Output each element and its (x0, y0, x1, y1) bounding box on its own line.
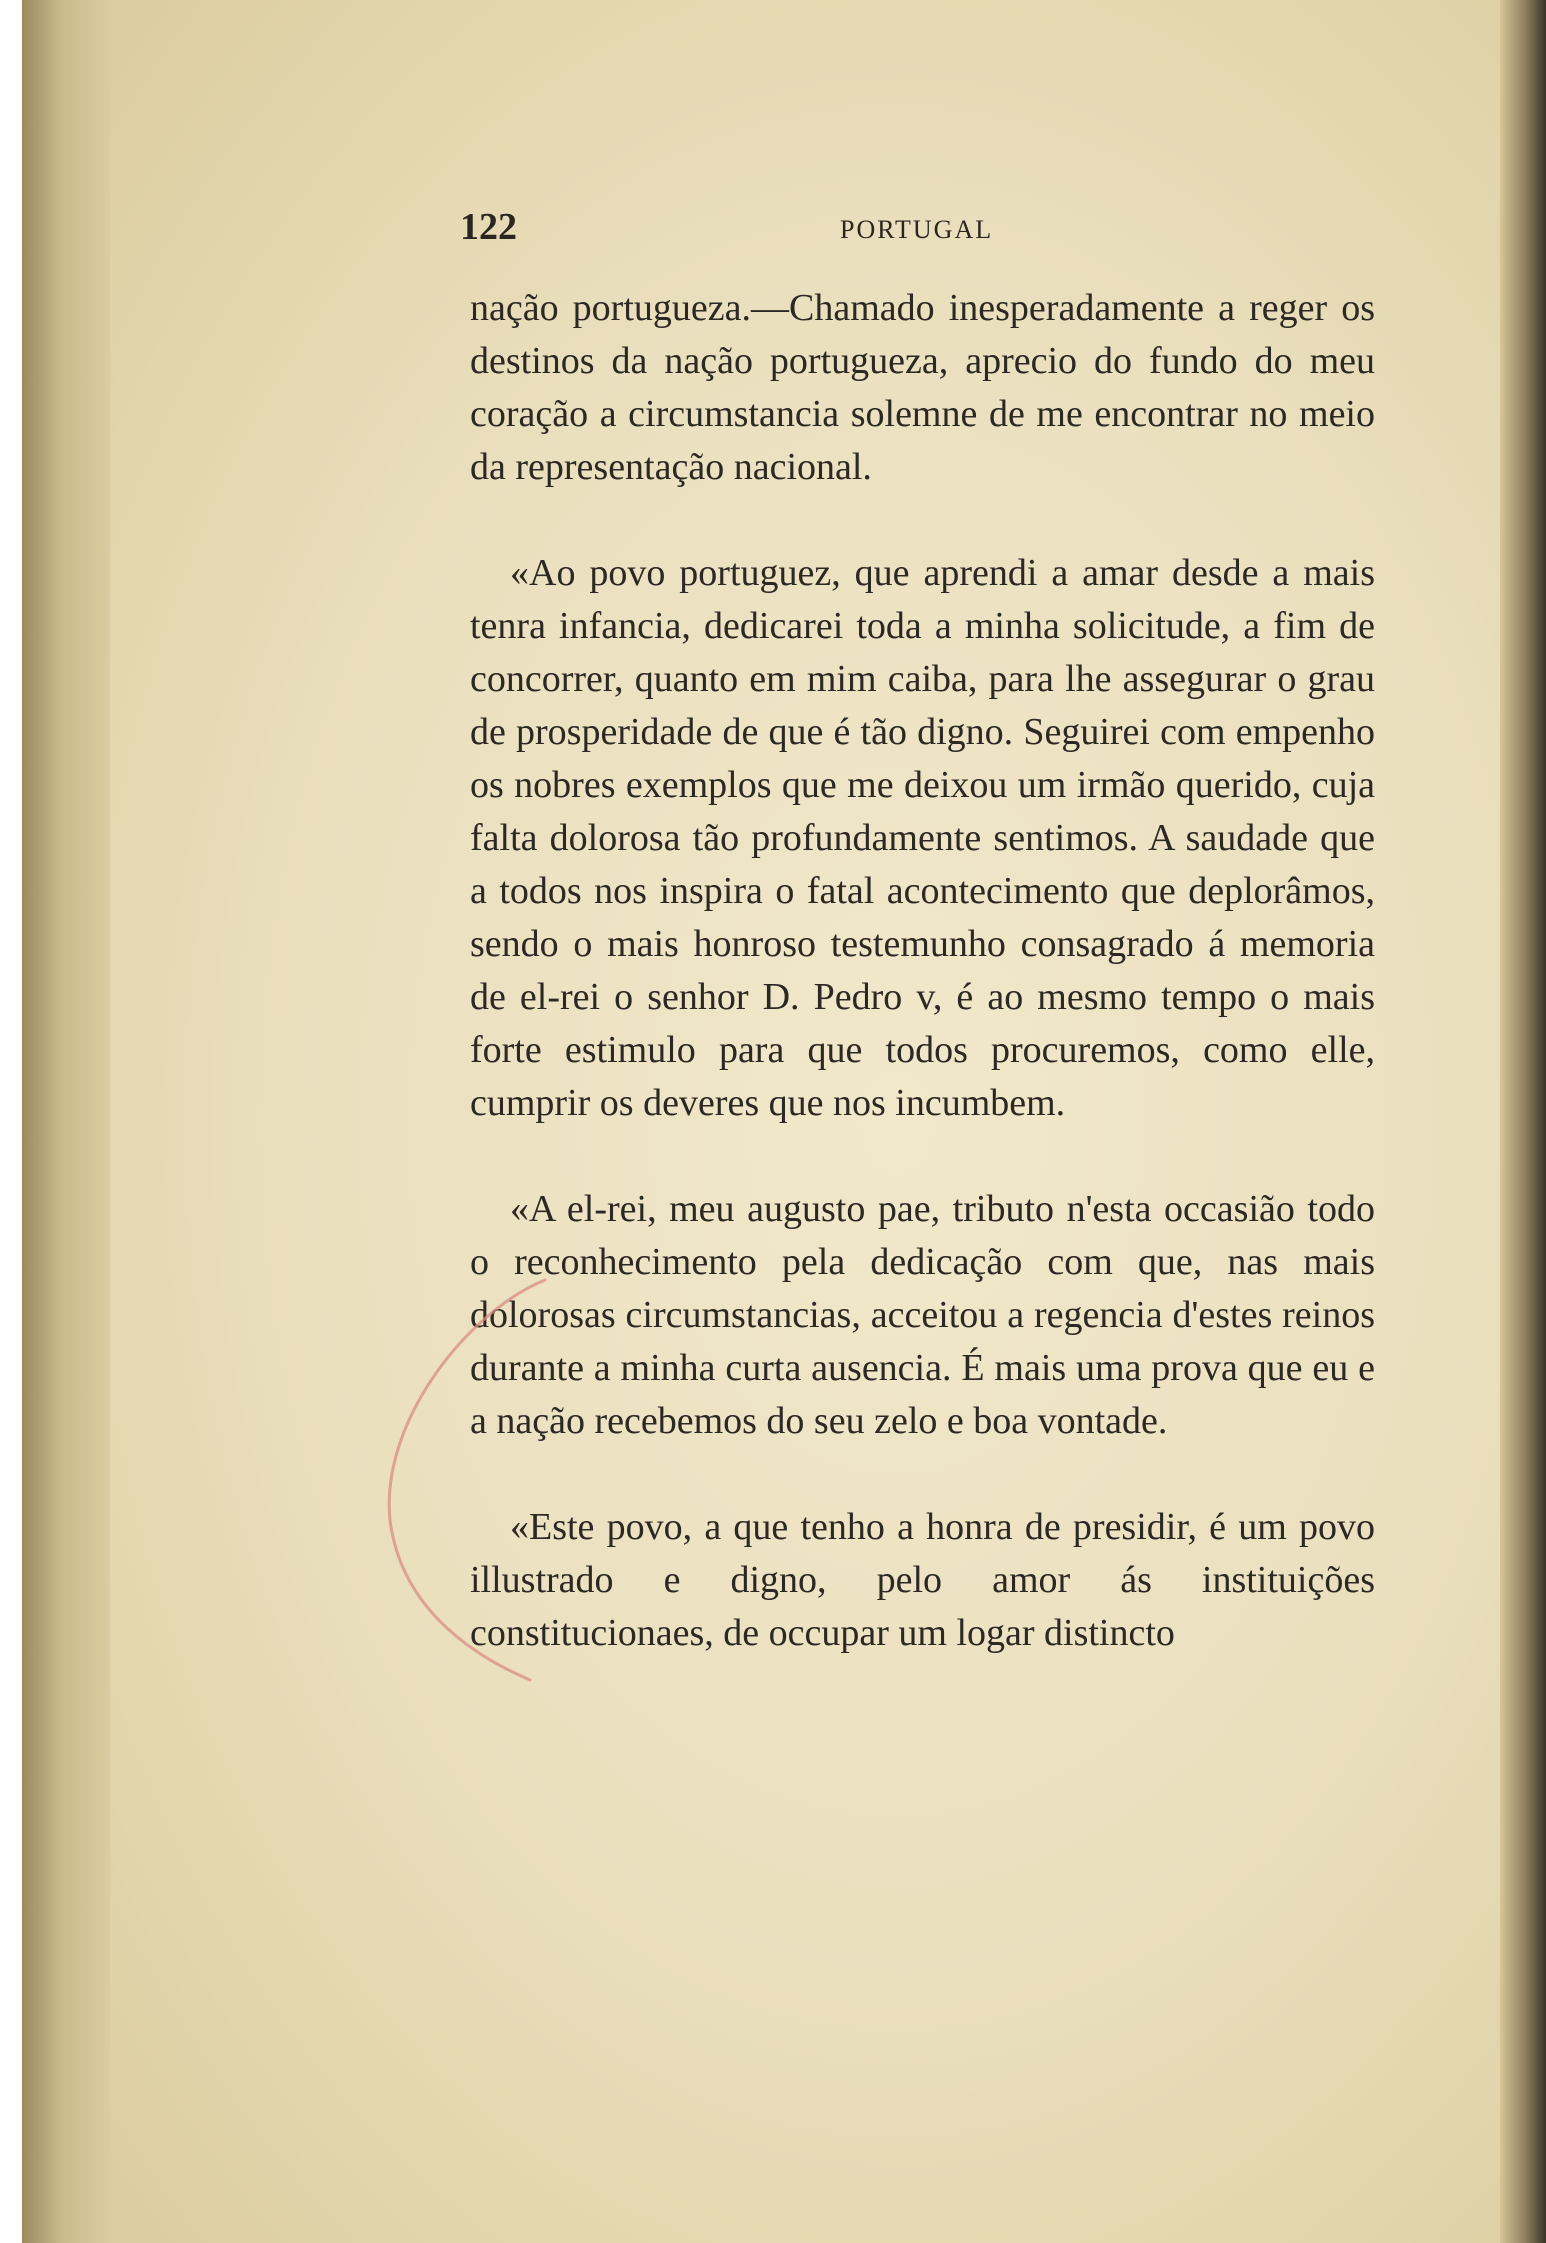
body-text (470, 282, 1375, 1660)
paragraph-1: nação portugueza.—Chamado inesperadamente a reger os destinos da nação portugueza, aprecio do fundo do meu coração a circumstancia solemne de me encontrar no meio da representação nacional. (470, 287, 1375, 488)
page-fore-edge (1500, 0, 1546, 2243)
paragraph-4: «Este povo, a que tenho a honra de presidir, é um povo illustrado e digno, pelo amor ás instituições constitucionaes, de occupar um logar distincto (470, 1506, 1375, 1654)
paragraph-gap (470, 494, 1375, 547)
page-number: 122 (460, 206, 517, 248)
paragraph-3: «A el-rei, meu augusto pae, tributo n'esta occasião todo o reconhecimento pela dedicação com que, nas mais dolorosas circumstancias, acceitou a regencia d'estes reinos durante a minha curta ausencia. É mais uma prova que eu e a nação recebemos do seu zelo e boa vontade. (470, 1188, 1375, 1442)
paragraph-2: «Ao povo portuguez, que aprendi a amar desde a mais tenra infancia, dedicarei toda a minha solicitude, a fim de concorrer, quanto em mim caiba, para lhe assegurar o grau de prosperidade de que é tão digno. Seguirei com empenho os nobres exemplos que me deixou um irmão querido, cuja falta dolorosa tão profundamente sentimos. A saudade que a todos nos inspira o fatal acontecimento que deplorâmos, sendo o mais honroso testemunho consagrado á memoria de el-rei o senhor D. Pedro v, é ao mesmo tempo o mais forte estimulo para que todos procuremos, como elle, cumprir os deveres que nos incumbem. (470, 552, 1375, 1124)
paragraph-gap (470, 1130, 1375, 1183)
paragraph-gap (470, 1448, 1375, 1501)
running-title: PORTUGAL (840, 215, 994, 244)
page-header (460, 205, 1380, 265)
